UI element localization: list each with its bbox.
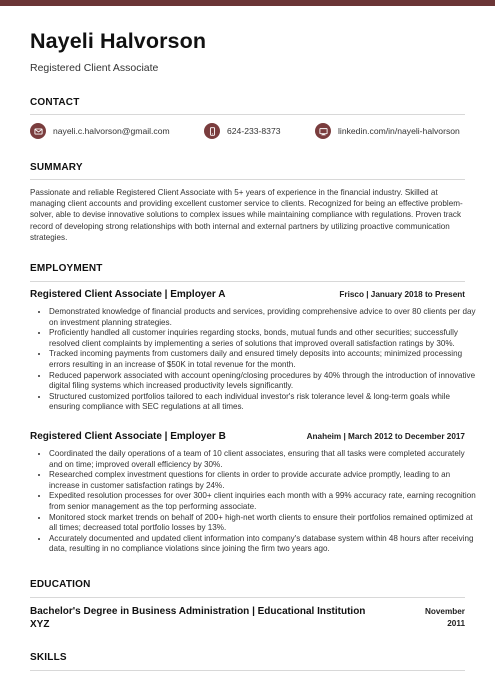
contact-divider bbox=[30, 114, 465, 115]
job-meta: Anaheim | March 2012 to December 2017 bbox=[306, 432, 465, 441]
summary-text: Passionate and reliable Registered Client Associate with 5+ years of experience in the financial industry. Skilled at managing client accounts and providing excellent customer service to clients. Recognized for being an effective problem-solver, able to devise innovative solutions to complex issues while maintaining compliance with regulations. Proven track record of developing strong relationships with both internal and external partners by utilizing proactive communication strategies. bbox=[30, 188, 463, 242]
job-bullets bbox=[37, 307, 479, 413]
list-item: • Tracked incoming payments from customers daily and ensured timely deposits into accounts; minimized processing errors resulting in an increase of $50K in total revenue for the month. bbox=[49, 349, 479, 370]
linkedin-icon bbox=[315, 123, 331, 139]
job-meta: Frisco | January 2018 to Present bbox=[339, 290, 465, 299]
contact-email[interactable] bbox=[30, 123, 170, 139]
job-title: Registered Client Associate | Employer A bbox=[30, 289, 226, 300]
list-item: • Coordinated the daily operations of a team of 10 client associates, ensuring that all tasks were completed accurately and on time; improved overall efficiency by 30%. bbox=[49, 449, 479, 470]
contact-heading: CONTACT bbox=[30, 97, 80, 108]
accent-bar bbox=[0, 0, 495, 6]
employment-divider bbox=[30, 281, 465, 282]
contact-phone[interactable] bbox=[204, 123, 281, 139]
education-degree: Bachelor's Degree in Business Administration | Educational Institution XYZ bbox=[30, 606, 366, 630]
job-bullets bbox=[37, 449, 479, 555]
skills-divider bbox=[30, 670, 465, 671]
list-item: • Proficiently handled all customer inquiries regarding stocks, bonds, mutual funds and other securities; successfully resolved client complaints by implementing a series of solutions that improved overall satisfaction ratings by 30%. bbox=[49, 328, 479, 349]
education-date-year: 2011 bbox=[447, 618, 465, 628]
education-divider bbox=[30, 597, 465, 598]
employment-heading: EMPLOYMENT bbox=[30, 263, 103, 274]
summary-heading: SUMMARY bbox=[30, 162, 83, 173]
summary-divider bbox=[30, 179, 465, 180]
list-item: • Demonstrated knowledge of financial products and services, providing comprehensive advice to over 80 clients per day on investment planning strategies. bbox=[49, 307, 479, 328]
list-item: • Monitored stock market trends on behalf of 200+ high-net worth clients to ensure their portfolios remained optimized at all times; decreased total portfolio losses by 13%. bbox=[49, 513, 479, 534]
contact-linkedin[interactable] bbox=[315, 123, 460, 139]
list-item: • Researched complex investment questions for clients in order to provide accurate advice promptly, leading to an increase in customer satisfaction ratings by 24%. bbox=[49, 470, 479, 491]
candidate-title: Registered Client Associate bbox=[30, 62, 159, 74]
job-title: Registered Client Associate | Employer B bbox=[30, 431, 226, 442]
education-date-month: November bbox=[424, 607, 465, 616]
contact-phone-text: 624-233-8373 bbox=[227, 126, 281, 136]
phone-icon bbox=[204, 123, 220, 139]
list-item: • Structured customized portfolios tailored to each individual investor's risk tolerance level & long-term goals while ensuring compliance with SEC regulations at all times. bbox=[49, 392, 479, 413]
education-heading: EDUCATION bbox=[30, 579, 91, 590]
list-item: • Reduced paperwork associated with account opening/closing procedures by 40% through the introduction of innovative digital filing systems which increased productivity levels significantly. bbox=[49, 371, 479, 392]
skills-heading: SKILLS bbox=[30, 652, 67, 663]
list-item: • Expedited resolution processes for over 300+ client inquiries each month with a 99% accuracy rate, earning recognition from senior management as the top performing associate. bbox=[49, 491, 479, 512]
candidate-name: Nayeli Halvorson bbox=[30, 29, 207, 53]
email-icon bbox=[30, 123, 46, 139]
list-item: • Accurately documented and updated client information into company's database system within 48 hours after receiving data, resulting in no compliance violations since joining the firm two years ago. bbox=[49, 534, 479, 555]
contact-email-text: nayeli.c.halvorson@gmail.com bbox=[53, 126, 170, 136]
contact-linkedin-text: linkedin.com/in/nayeli-halvorson bbox=[338, 126, 460, 136]
education-date bbox=[395, 606, 465, 629]
